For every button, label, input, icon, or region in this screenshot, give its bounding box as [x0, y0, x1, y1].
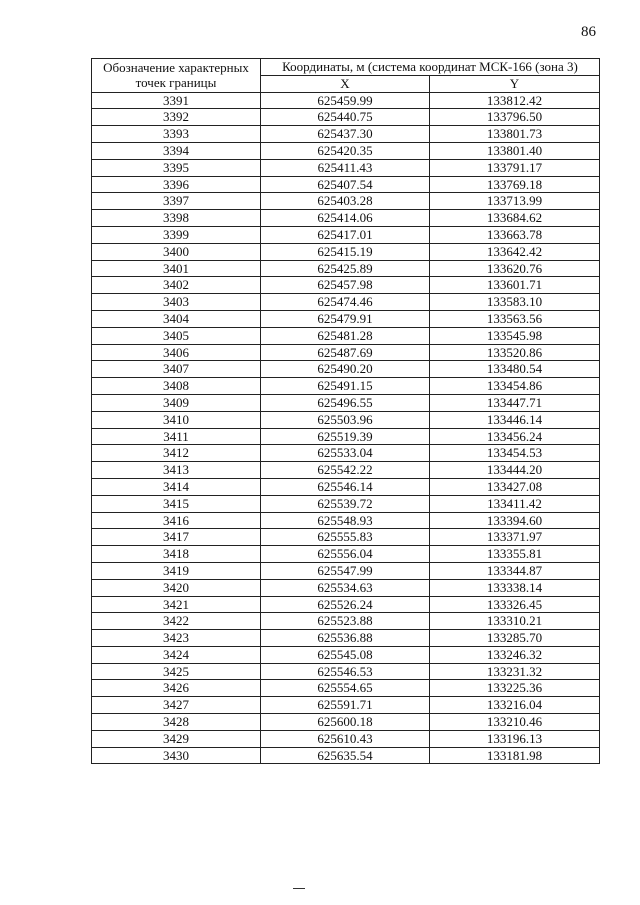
point-number: 3403: [92, 294, 261, 311]
coord-x: 625533.04: [261, 445, 430, 462]
point-number: 3400: [92, 243, 261, 260]
point-number: 3430: [92, 747, 261, 764]
point-number: 3409: [92, 394, 261, 411]
table-row: [92, 159, 600, 176]
table-row: [92, 243, 600, 260]
coord-x: 625474.46: [261, 294, 430, 311]
table-row: [92, 327, 600, 344]
coord-x: 625519.39: [261, 428, 430, 445]
coord-y: 133444.20: [430, 462, 600, 479]
coord-x: 625459.99: [261, 92, 430, 109]
table-row: [92, 260, 600, 277]
coord-y: 133520.86: [430, 344, 600, 361]
table-row: [92, 529, 600, 546]
coord-y: 133454.53: [430, 445, 600, 462]
point-number: 3408: [92, 378, 261, 395]
coord-y: 133769.18: [430, 176, 600, 193]
table-row: [92, 730, 600, 747]
coord-y: 133684.62: [430, 210, 600, 227]
coord-x: 625556.04: [261, 546, 430, 563]
coord-x: 625546.14: [261, 478, 430, 495]
coord-x: 625491.15: [261, 378, 430, 395]
coord-y: 133663.78: [430, 226, 600, 243]
table-row: [92, 193, 600, 210]
point-number: 3419: [92, 562, 261, 579]
point-number: 3421: [92, 596, 261, 613]
coord-x: 625554.65: [261, 680, 430, 697]
coord-y: 133355.81: [430, 546, 600, 563]
point-number: 3415: [92, 495, 261, 512]
point-number: 3410: [92, 411, 261, 428]
point-number: 3396: [92, 176, 261, 193]
point-number: 3413: [92, 462, 261, 479]
coord-x: 625600.18: [261, 714, 430, 731]
point-number: 3405: [92, 327, 261, 344]
coord-x: 625591.71: [261, 697, 430, 714]
coord-y: 133801.40: [430, 142, 600, 159]
coord-x: 625547.99: [261, 562, 430, 579]
point-number: 3392: [92, 109, 261, 126]
coord-y: 133326.45: [430, 596, 600, 613]
table-row: [92, 478, 600, 495]
coord-x: 625526.24: [261, 596, 430, 613]
table-row: [92, 428, 600, 445]
coord-y: 133196.13: [430, 730, 600, 747]
point-number: 3394: [92, 142, 261, 159]
table-row: [92, 680, 600, 697]
header-y: Y: [430, 75, 600, 92]
coord-x: 625490.20: [261, 361, 430, 378]
coord-y: 133801.73: [430, 126, 600, 143]
point-number: 3426: [92, 680, 261, 697]
coord-y: 133796.50: [430, 109, 600, 126]
point-number: 3407: [92, 361, 261, 378]
coord-x: 625545.08: [261, 646, 430, 663]
coord-x: 625546.53: [261, 663, 430, 680]
table-row: [92, 714, 600, 731]
point-number: 3422: [92, 613, 261, 630]
point-number: 3406: [92, 344, 261, 361]
table-row: [92, 142, 600, 159]
coord-y: 133310.21: [430, 613, 600, 630]
table-row: [92, 579, 600, 596]
point-number: 3404: [92, 310, 261, 327]
coord-y: 133394.60: [430, 512, 600, 529]
table-row: [92, 646, 600, 663]
coord-x: 625415.19: [261, 243, 430, 260]
table-row: [92, 109, 600, 126]
coord-x: 625555.83: [261, 529, 430, 546]
point-number: 3416: [92, 512, 261, 529]
table-row: [92, 378, 600, 395]
table-row: [92, 630, 600, 647]
coord-y: 133427.08: [430, 478, 600, 495]
table-header-row: [92, 59, 600, 76]
coord-y: 133371.97: [430, 529, 600, 546]
table-row: [92, 411, 600, 428]
table-row: [92, 226, 600, 243]
point-number: 3417: [92, 529, 261, 546]
coord-y: 133563.56: [430, 310, 600, 327]
coord-y: 133620.76: [430, 260, 600, 277]
point-number: 3428: [92, 714, 261, 731]
coord-y: 133210.46: [430, 714, 600, 731]
table-body: [92, 92, 600, 764]
point-number: 3412: [92, 445, 261, 462]
coord-x: 625635.54: [261, 747, 430, 764]
point-number: 3401: [92, 260, 261, 277]
coord-x: 625417.01: [261, 226, 430, 243]
coord-x: 625403.28: [261, 193, 430, 210]
table-row: [92, 92, 600, 109]
table-row: [92, 294, 600, 311]
table-row: [92, 663, 600, 680]
table-row: [92, 210, 600, 227]
coord-x: 625481.28: [261, 327, 430, 344]
coord-x: 625411.43: [261, 159, 430, 176]
coord-x: 625548.93: [261, 512, 430, 529]
point-number: 3402: [92, 277, 261, 294]
coord-y: 133447.71: [430, 394, 600, 411]
point-number: 3423: [92, 630, 261, 647]
coord-y: 133216.04: [430, 697, 600, 714]
coord-y: 133812.42: [430, 92, 600, 109]
table-row: [92, 546, 600, 563]
point-number: 3397: [92, 193, 261, 210]
point-number: 3429: [92, 730, 261, 747]
point-number: 3411: [92, 428, 261, 445]
coord-y: 133411.42: [430, 495, 600, 512]
coord-y: 133791.17: [430, 159, 600, 176]
coord-x: 625534.63: [261, 579, 430, 596]
coord-y: 133338.14: [430, 579, 600, 596]
point-number: 3391: [92, 92, 261, 109]
coord-y: 133246.32: [430, 646, 600, 663]
coord-x: 625542.22: [261, 462, 430, 479]
coord-x: 625457.98: [261, 277, 430, 294]
table-row: [92, 445, 600, 462]
coord-y: 133642.42: [430, 243, 600, 260]
coord-y: 133583.10: [430, 294, 600, 311]
table-row: [92, 462, 600, 479]
point-number: 3393: [92, 126, 261, 143]
coord-x: 625610.43: [261, 730, 430, 747]
table-row: [92, 394, 600, 411]
coord-y: 133285.70: [430, 630, 600, 647]
table-row: [92, 126, 600, 143]
coord-x: 625539.72: [261, 495, 430, 512]
header-x: X: [261, 75, 430, 92]
point-number: 3427: [92, 697, 261, 714]
coord-x: 625420.35: [261, 142, 430, 159]
coord-x: 625487.69: [261, 344, 430, 361]
point-number: 3420: [92, 579, 261, 596]
footer-dash: [293, 888, 305, 889]
coord-y: 133545.98: [430, 327, 600, 344]
table-row: [92, 361, 600, 378]
table-row: [92, 613, 600, 630]
coord-y: 133601.71: [430, 277, 600, 294]
table-row: [92, 176, 600, 193]
table-row: [92, 344, 600, 361]
coord-x: 625407.54: [261, 176, 430, 193]
coord-y: 133456.24: [430, 428, 600, 445]
table-row: [92, 747, 600, 764]
coord-y: 133231.32: [430, 663, 600, 680]
header-point-designation: Обозначение характерных точек границы: [92, 59, 261, 93]
table-row: [92, 697, 600, 714]
table-row: [92, 277, 600, 294]
coord-y: 133344.87: [430, 562, 600, 579]
coord-x: 625440.75: [261, 109, 430, 126]
coordinates-table: [91, 58, 600, 764]
coord-x: 625425.89: [261, 260, 430, 277]
table-row: [92, 495, 600, 512]
coord-y: 133181.98: [430, 747, 600, 764]
point-number: 3398: [92, 210, 261, 227]
coord-y: 133454.86: [430, 378, 600, 395]
table-row: [92, 512, 600, 529]
coord-y: 133225.36: [430, 680, 600, 697]
coord-x: 625479.91: [261, 310, 430, 327]
coord-x: 625414.06: [261, 210, 430, 227]
point-number: 3425: [92, 663, 261, 680]
coord-x: 625437.30: [261, 126, 430, 143]
point-number: 3424: [92, 646, 261, 663]
header-coordinates: Координаты, м (система координат МСК-166 (зона 3): [261, 59, 600, 76]
coord-x: 625536.88: [261, 630, 430, 647]
coord-y: 133713.99: [430, 193, 600, 210]
table-row: [92, 310, 600, 327]
coord-x: 625503.96: [261, 411, 430, 428]
table-row: [92, 562, 600, 579]
point-number: 3418: [92, 546, 261, 563]
point-number: 3399: [92, 226, 261, 243]
coord-x: 625496.55: [261, 394, 430, 411]
page-number: 86: [581, 24, 596, 40]
table-row: [92, 596, 600, 613]
point-number: 3395: [92, 159, 261, 176]
coord-y: 133480.54: [430, 361, 600, 378]
coord-x: 625523.88: [261, 613, 430, 630]
coord-y: 133446.14: [430, 411, 600, 428]
point-number: 3414: [92, 478, 261, 495]
